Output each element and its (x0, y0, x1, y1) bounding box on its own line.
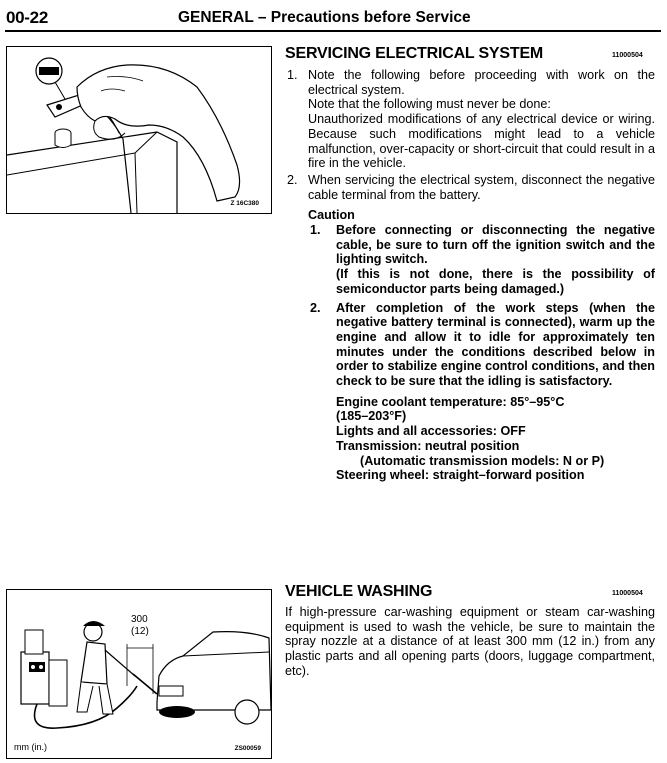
condition-coolant-f: (185–203°F) (336, 409, 407, 424)
header-rule (5, 30, 661, 32)
section-heading-washing: VEHICLE WASHING (285, 583, 433, 600)
step-number: 2. (287, 172, 298, 187)
condition-transmission: Transmission: neutral position (336, 438, 520, 453)
page-title-subtitle: Precautions before Service (270, 9, 471, 26)
figure2-dimension-in: (12) (131, 626, 149, 637)
battery-disconnect-illustration (7, 47, 271, 213)
step-note: Note that the following must never be done: (308, 97, 551, 112)
section-code-washing: 11000504 (612, 590, 643, 597)
caution-number: 1. (310, 223, 321, 238)
figure2-dimension-mm: 300 (131, 614, 148, 625)
list-item (308, 301, 655, 389)
caution-label: Caution (308, 208, 355, 223)
idle-conditions (308, 395, 655, 483)
step-text: When servicing the electrical system, disconnect the negative cable terminal from the battery. (308, 172, 655, 202)
step-number: 1. (287, 68, 298, 82)
caution-text: After completion of the work steps (when the negative battery terminal is connected), warm up the engine and allow it to idle for approximately ten minutes under the conditions described below in order to stabilize engine control conditions, and then check to be sure that the idling is satisfactory. (336, 300, 655, 389)
caution-number: 2. (310, 300, 321, 315)
figure-battery-disconnect (6, 46, 272, 214)
section-code-electrical: 11000504 (612, 52, 643, 59)
condition-lights: Lights and all accessories: OFF (336, 424, 526, 439)
section-body-washing: If high-pressure car-washing equipment or steam car-washing equipment is used to wash the vehicle, be sure to maintain the spray nozzle at a distance of at least 300 mm (12 in.) from any plastic parts and all opening parts (doors, luggage compartment, etc). (285, 605, 655, 678)
caution-text: Before connecting or disconnecting the negative cable, be sure to turn off the ignition switch and the lighting switch. (336, 223, 655, 267)
section-heading-electrical: SERVICING ELECTRICAL SYSTEM (285, 45, 544, 62)
page-title-main: GENERAL (178, 9, 254, 26)
figure2-unit: mm (in.) (14, 742, 47, 752)
caution-list (308, 223, 655, 389)
figure1-code: Z 16C380 (230, 200, 259, 207)
condition-transmission-auto: (Automatic transmission models: N or P) (360, 453, 605, 468)
condition-coolant: Engine coolant temperature: 85°–95°C (336, 394, 565, 409)
section-body-electrical (285, 68, 655, 483)
page-title-separator: – (257, 9, 267, 26)
list-item (308, 223, 655, 297)
step-text: Note the following before proceeding with work on the electrical system. (308, 68, 655, 97)
figure2-code: ZS00059 (234, 745, 261, 752)
page-number: 00-22 (6, 8, 48, 27)
step-detail: Unauthorized modifications of any electrical device or wiring. Because such modifications might lead to a vehicle malfunction, over-capacity or short-circuit that could result in a fire in the vehicle. (308, 112, 655, 171)
caution-sub: (If this is not done, there is the possibility of semiconductor parts being damaged.) (336, 267, 655, 296)
page-title (178, 9, 471, 27)
electrical-steps-list (285, 68, 655, 202)
condition-steering: Steering wheel: straight–forward position (336, 468, 585, 483)
caution-block (285, 208, 655, 483)
list-item (285, 68, 655, 171)
figure-vehicle-washing (6, 589, 272, 759)
list-item (285, 173, 655, 202)
